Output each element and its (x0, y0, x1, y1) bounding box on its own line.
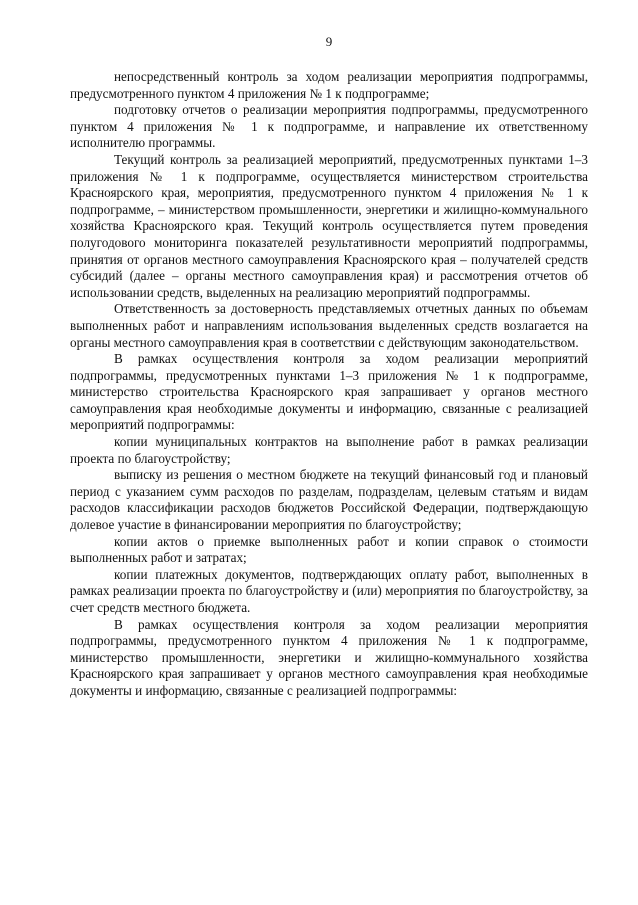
paragraph-direct-control: непосредственный контроль за ходом реализации мероприятия подпрограммы, предусмотренного пунктом 4 приложения № 1 к подпрограмме; (70, 69, 588, 101)
paragraph-current-control: Текущий контроль за реализацией мероприятий, предусмотренных пунктами 1–3 приложения № 1 к подпрограмме, осуществляется министерством строительства Красноярского края, мероприятия, предусмотренного пунктом 4 приложения № 1 к подпрограмме, – министерством промышленности, энергетики и жилищно-коммунального хозяйства Красноярского края. Текущий контроль осуществляется путем проведения полугодового мониторинга показателей результативности мероприятий подпрограммы, принятия от органов местного самоуправления Красноярского края – получателей средств субсидий (далее – органы местного самоуправления края) и рассмотрения отчетов об использовании средств, выделенных на реализацию мероприятий подпрограммы. (70, 151, 588, 300)
list-item-budget-extract: выписку из решения о местном бюджете на текущий финансовый год и плановый период с указанием сумм расходов по разделам, подразделам, целевым статьям и видам расходов классификации расходов бюджетов Российской Федерации, подтверждающую долевое участие в финансировании мероприятия по благоустройству; (70, 467, 588, 533)
list-item-payment-documents: копии платежных документов, подтверждающих оплату работ, выполненных в рамках реализации проекта по благоустройству и (или) мероприятия по благоустройству, за счет средств местного бюджета. (70, 566, 588, 615)
list-item-acceptance-acts: копии актов о приемке выполненных работ и копии справок о стоимости выполненных работ и затратах; (70, 533, 588, 566)
document-body (70, 69, 588, 700)
list-item-contract-copies: копии муниципальных контрактов на выполнение работ в рамках реализации проекта по благоустройству; (70, 434, 588, 466)
paragraph-industry-ministry-request: В рамках осуществления контроля за ходом реализации мероприятия подпрограммы, предусмотренного пунктом 4 приложения № 1 к подпрограмме, министерство промышленности, энергетики и жилищно-коммунального хозяйства Красноярского края запрашивает у органов местного самоуправления края необходимые документы и информацию, связанные с реализацией подпрограммы: (70, 616, 588, 698)
paragraph-report-preparation: подготовку отчетов о реализации мероприятия подпрограммы, предусмотренного пунктом 4 приложения № 1 к подпрограмме, и направление их ответственному исполнителю программы. (70, 102, 588, 151)
paragraph-construction-ministry-request: В рамках осуществления контроля за ходом реализации мероприятий подпрограммы, предусмотренных пунктами 1–3 приложения № 1 к подпрограмме, министерство строительства Красноярского края запрашивает у органов местного самоуправления края необходимые документы и информацию, связанные с реализацией мероприятий подпрограммы: (70, 351, 588, 433)
page-number: 9 (325, 34, 333, 49)
paragraph-responsibility: Ответственность за достоверность представляемых отчетных данных по объемам выполненных работ и направлениям использования выделенных средств возлагается на органы местного самоуправления края в соответствии с действующим законодательством. (70, 301, 588, 350)
